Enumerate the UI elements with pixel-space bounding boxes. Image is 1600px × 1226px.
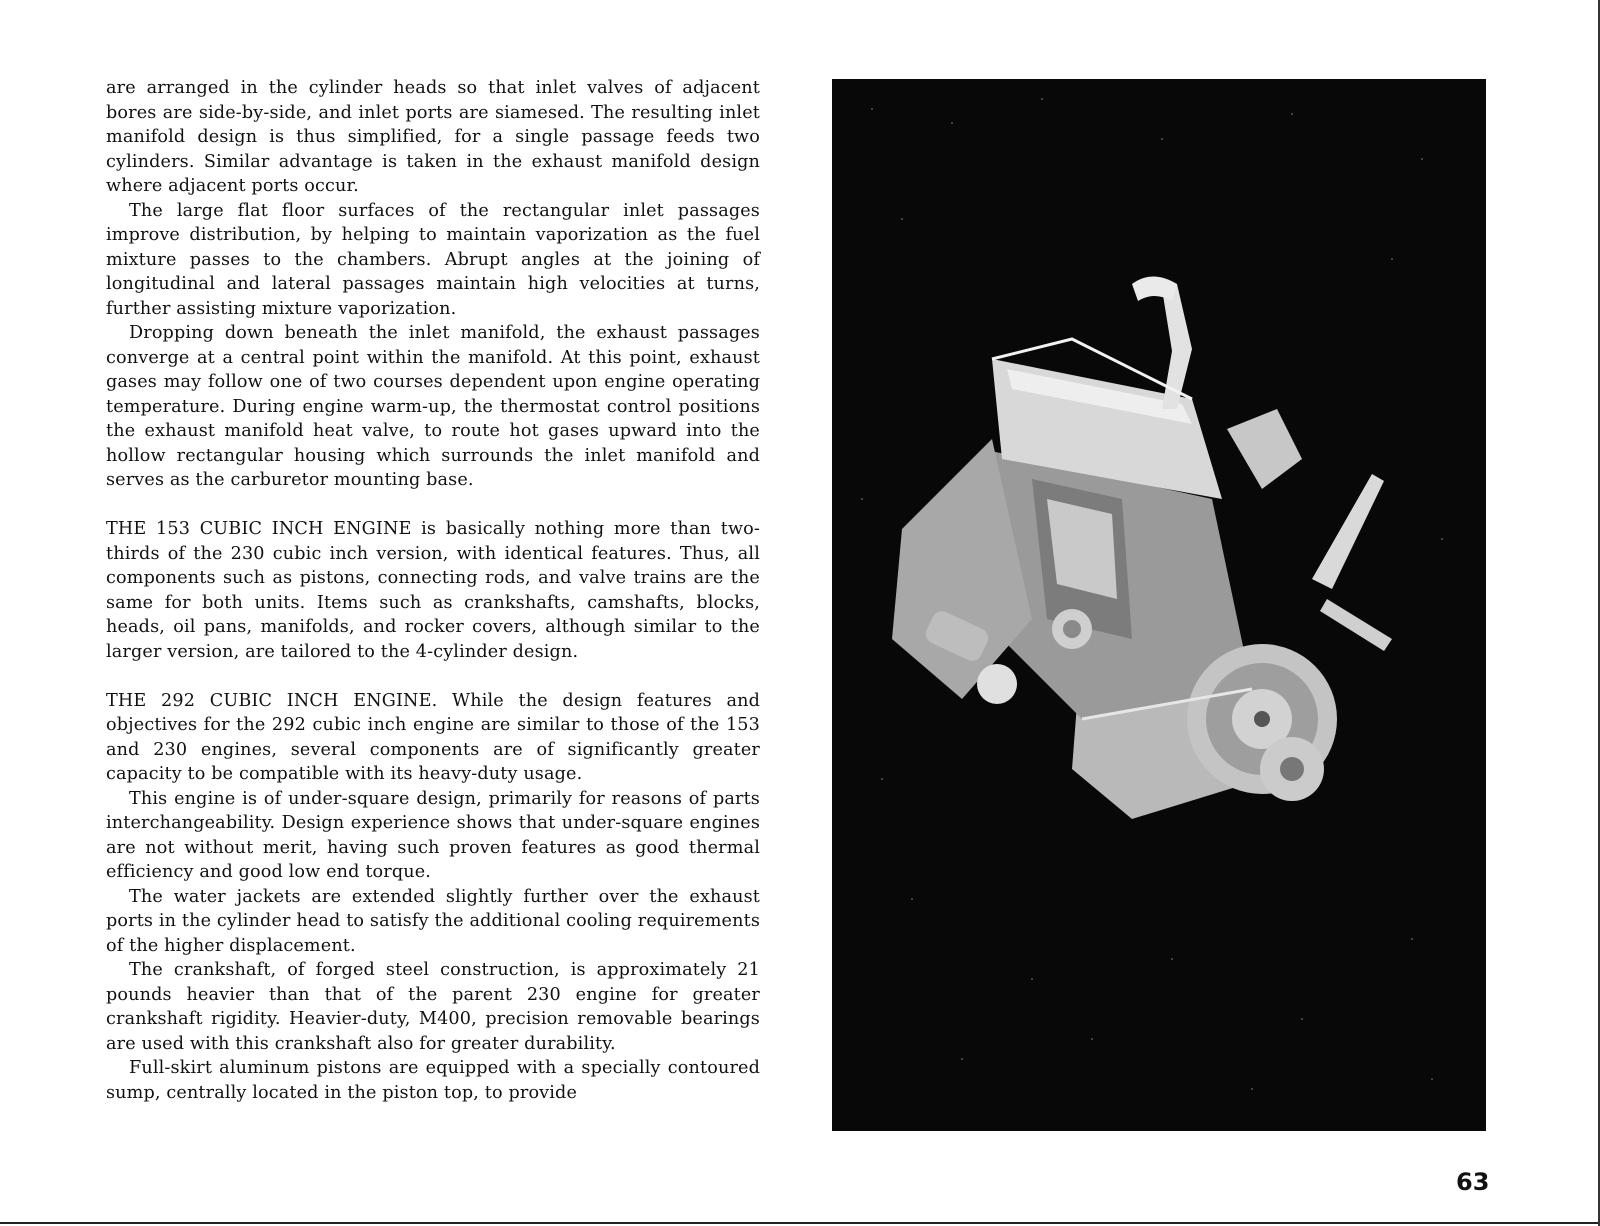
paragraph-inlet-passages: The large flat floor surfaces of the rectangular inlet passages improve distribution, by helping to maintain vaporization as the fuel mixture passes to the chambers. Abrupt angles at the joining of longitudinal and lateral passages maintain high velocities at turns, further assisting mixture vaporization. [106, 200, 760, 319]
paragraph-pistons: Full-skirt aluminum pistons are equipped with a specially contoured sump, centrally located in the piston top, to provide [106, 1058, 760, 1103]
body-text-column [106, 76, 760, 1105]
paragraph-exhaust-passages: Dropping down beneath the inlet manifold, the exhaust passages converge at a central point within the manifold. At this point, exhaust gases may follow one of two courses dependent upon engine operating temperature. During engine warm-up, the thermostat control positions the exhaust manifold heat valve, to route hot gases upward into the hollow rectangular housing which surrounds the inlet manifold and serves as the carburetor mounting base. [106, 323, 760, 490]
engine-photo [832, 79, 1486, 1131]
paragraph-under-square: This engine is of under-square design, primarily for reasons of parts interchangeability. Design experience shows that under-square engines are not without merit, having such proven features as good thermal efficiency and good low end torque. [106, 788, 760, 882]
paragraph-153-engine: THE 153 CUBIC INCH ENGINE is basically nothing more than two-thirds of the 230 cubic inch version, with identical features. Thus, all components such as pistons, connecting rods, and valve trains are the same for both units. Items such as crankshafts, camshafts, blocks, heads, oil pans, manifolds, and rocker covers, although similar to the larger version, are tailored to the 4-cylinder design. [106, 519, 760, 662]
paragraph-water-jackets: The water jackets are extended slightly further over the exhaust ports in the cylinder head to satisfy the additional cooling requirements of the higher displacement. [106, 886, 760, 956]
paragraph-crankshaft: The crankshaft, of forged steel construction, is approximately 21 pounds heavier than that of the parent 230 engine for greater crankshaft rigidity. Heavier-duty, M400, precision removable bearings are used with this crankshaft also for greater durability. [106, 960, 760, 1054]
paragraph-cylinder-heads: are arranged in the cylinder heads so that inlet valves of adjacent bores are side-by-side, and inlet ports are siamesed. The resulting inlet manifold design is thus simplified, for a single passage feeds two cylinders. Similar advantage is taken in the exhaust manifold design where adjacent ports occur. [106, 78, 760, 196]
bottom-rule [0, 1222, 1600, 1224]
paragraph-292-engine: THE 292 CUBIC INCH ENGINE. While the design features and objectives for the 292 cubic inch engine are similar to those of the 153 and 230 engines, several components are of significantly greater capacity to be compatible with its heavy-duty usage. [106, 690, 760, 784]
page-number: 63 [1456, 1168, 1490, 1196]
